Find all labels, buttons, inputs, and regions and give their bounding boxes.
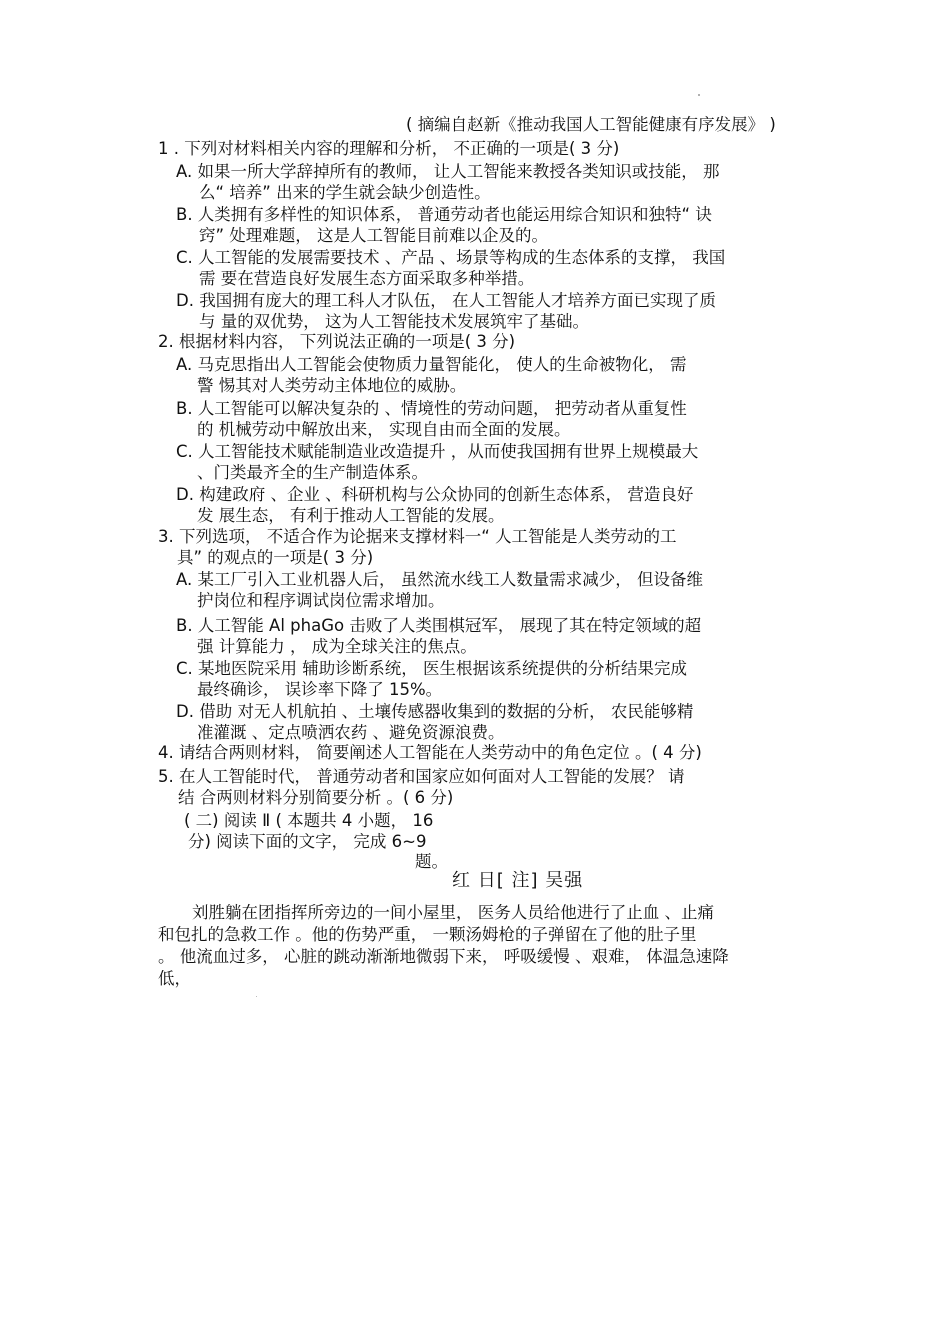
speck-mark xyxy=(698,94,700,96)
q1-option-b-line1: B. 人类拥有多样性的知识体系， 普通劳动者也能运用综合知识和独特“ 诀 xyxy=(176,205,712,224)
passage-line: 刘胜躺在团指挥所旁边的一间小屋里， 医务人员给他进行了止血 、止痛 xyxy=(192,903,714,922)
q2-option-d-line2: 发 展生态， 有利于推动人工智能的发展。 xyxy=(197,506,505,525)
q1-option-a-line1: A. 如果一所大学辞掉所有的教师， 让人工智能来教授各类知识或技能， 那 xyxy=(176,162,720,181)
speck-mark xyxy=(256,996,257,997)
q3-option-b-line1: B. 人工智能 Al phaGo 击败了人类围棋冠军， 展现了其在特定领域的超 xyxy=(176,616,702,635)
passage-line: 和包扎的急救工作 。他的伤势严重， 一颗汤姆枪的子弹留在了他的肚子里 xyxy=(158,925,697,944)
section-heading-line2: 分) 阅读下面的文字， 完成 6~9 xyxy=(188,832,427,851)
q3-option-c-line1: C. 某地医院采用 辅助诊断系统， 医生根据该系统提供的分析结果完成 xyxy=(176,659,688,678)
section-heading-line1: ( 二) 阅读 Ⅱ ( 本题共 4 小题， 16 xyxy=(184,811,434,830)
q2-option-c-line2: 、门类最齐全的生产制造体系。 xyxy=(197,463,428,482)
q1-option-d-line2: 与 量的双优势， 这为人工智能技术发展筑牢了基础。 xyxy=(199,312,589,331)
question-5-line1: 5. 在人工智能时代， 普通劳动者和国家应如何面对人工智能的发展？ 请 xyxy=(158,767,685,786)
q3-option-c-line2: 最终确诊， 误诊率下降了 15%。 xyxy=(197,680,443,699)
q1-option-a-line2: 么“ 培养” 出来的学生就会缺少创造性。 xyxy=(199,183,491,202)
question-3-stem-line1: 3. 下列选项， 不适合作为论据来支撑材料一“ 人工智能是人类劳动的工 xyxy=(158,527,677,546)
passage-line: 低， xyxy=(158,969,191,988)
question-1-stem: 1 . 下列对材料相关内容的理解和分析， 不正确的一项是( 3 分) xyxy=(158,139,620,158)
q2-option-b-line1: B. 人工智能可以解决复杂的 、情境性的劳动问题， 把劳动者从重复性 xyxy=(176,399,687,418)
q2-option-a-line2: 警 惕其对人类劳动主体地位的威胁。 xyxy=(197,376,467,395)
q3-option-a-line2: 护岗位和程序调试岗位需求增加。 xyxy=(197,591,445,610)
q1-option-c-line2: 需 要在营造良好发展生态方面采取多种举措。 xyxy=(199,269,535,288)
q2-option-d-line1: D. 构建政府 、企业 、科研机构与公众协同的创新生态体系， 营造良好 xyxy=(176,485,694,504)
article-title: 红 日[ 注] 吴强 xyxy=(452,870,584,891)
q2-option-c-line1: C. 人工智能技术赋能制造业改造提升 ，从而使我国拥有世界上规模最大 xyxy=(176,442,699,461)
question-4: 4. 请结合两则材料， 简要阐述人工智能在人类劳动中的角色定位 。( 4 分) xyxy=(158,743,702,762)
question-2-stem: 2. 根据材料内容， 下列说法正确的一项是( 3 分) xyxy=(158,332,516,351)
q2-option-b-line2: 的 机械劳动中解放出来， 实现自由而全面的发展。 xyxy=(197,420,571,439)
q3-option-d-line1: D. 借助 对无人机航拍 、土壤传感器收集到的数据的分析， 农民能够精 xyxy=(176,702,694,721)
passage-line: 。 他流血过多， 心脏的跳动渐渐地微弱下来， 呼吸缓慢 、艰难， 体温急速降 xyxy=(158,947,729,966)
question-5-line2: 结 合两则材料分别简要分析 。( 6 分) xyxy=(178,788,454,807)
section-heading-line3: 题。 xyxy=(415,852,448,871)
question-3-stem-line2: 具” 的观点的一项是( 3 分) xyxy=(177,548,374,567)
q1-option-c-line1: C. 人工智能的发展需要技术 、产品 、场景等构成的生态体系的支撑， 我国 xyxy=(176,248,726,267)
q3-option-b-line2: 强 计算能力 ， 成为全球关注的焦点。 xyxy=(197,637,477,656)
q3-option-d-line2: 准灌溉 、定点喷洒农药 、避免资源浪费。 xyxy=(197,723,505,742)
q2-option-a-line1: A. 马克思指出人工智能会使物质力量智能化， 使人的生命被物化， 需 xyxy=(176,355,687,374)
q1-option-d-line1: D. 我国拥有庞大的理工科人才队伍， 在人工智能人才培养方面已实现了质 xyxy=(176,291,716,310)
q3-option-a-line1: A. 某工厂引入工业机器人后， 虽然流水线工人数量需求减少， 但设备维 xyxy=(176,570,703,589)
source-citation: ( 摘编自赵新《推动我国人工智能健康有序发展》 ) xyxy=(406,115,776,134)
q1-option-b-line2: 窍” 处理难题， 这是人工智能目前难以企及的。 xyxy=(199,226,549,245)
